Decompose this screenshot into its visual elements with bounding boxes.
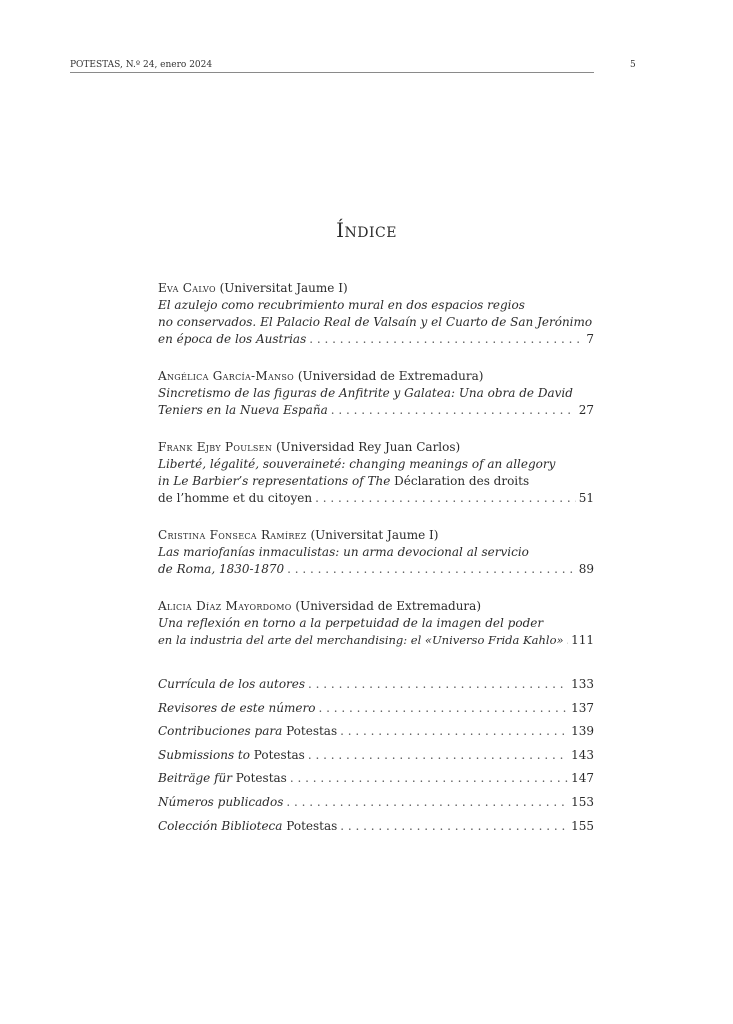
page-number: 5 <box>630 60 636 70</box>
article-title-line: Sincretismo de las figuras de Anfitrite y Galatea: Una obra de David <box>158 386 573 400</box>
dot-leader <box>318 700 568 717</box>
author-affiliation: (Universidad de Extremadura) <box>291 599 481 613</box>
article-title-line: de Roma, 1830-1870 <box>158 562 285 576</box>
dot-leader <box>290 770 568 787</box>
page-title: Índice <box>336 218 397 242</box>
article-title-line: de l’homme et du citoyen <box>158 491 313 505</box>
toc-section-entry[interactable] <box>158 794 594 811</box>
article-title-roman: Déclaration des droits <box>394 474 530 488</box>
toc-entry[interactable] <box>158 439 594 507</box>
author-line <box>158 280 594 297</box>
author-affiliation: (Universidad de Extremadura) <box>294 369 484 383</box>
dot-leader <box>286 794 568 811</box>
table-of-contents <box>158 280 594 841</box>
section-title-roman: Potestas <box>235 771 287 786</box>
article-title-line: no conservados. El Palacio Real de Valsaín y el Cuarto de San Jerónimo <box>158 315 593 329</box>
page-ref: 147 <box>571 771 594 786</box>
author-line <box>158 598 594 615</box>
toc-entry[interactable] <box>158 598 594 649</box>
author-name: Frank Ejby Poulsen <box>158 440 273 454</box>
article-title-line: en época de los Austrias <box>158 332 307 346</box>
page-ref: 137 <box>571 700 594 715</box>
toc-section-entry[interactable] <box>158 676 594 693</box>
page-ref: 155 <box>571 818 594 833</box>
page-ref: 51 <box>578 491 594 505</box>
dot-leader <box>331 402 576 419</box>
article-title-last-line <box>158 632 594 649</box>
section-title: Contribuciones para <box>158 724 287 739</box>
article-title-line: Una reflexión en torno a la perpetuidad de la imagen del poder <box>158 616 544 630</box>
dot-leader <box>287 561 576 578</box>
toc-section-entry[interactable] <box>158 770 594 787</box>
author-affiliation: (Universitat Jaume I) <box>215 281 348 295</box>
article-title-last-line <box>158 490 594 507</box>
author-affiliation: (Universitat Jaume I) <box>306 528 439 542</box>
page-ref: 7 <box>586 332 594 346</box>
section-title: Colección Biblioteca <box>158 818 287 833</box>
author-name: Cristina Fonseca Ramírez <box>158 528 307 542</box>
dot-leader <box>308 747 568 764</box>
section-title-roman: Potestas <box>286 724 338 739</box>
page-ref: 27 <box>578 403 594 417</box>
page-ref: 111 <box>571 633 594 647</box>
article-title-last-line <box>158 402 594 419</box>
section-title: Revisores de este número <box>158 700 316 715</box>
author-line <box>158 368 594 385</box>
dot-leader <box>309 331 583 348</box>
author-name: Eva Calvo <box>158 281 216 295</box>
author-affiliation: (Universidad Rey Juan Carlos) <box>272 440 461 454</box>
toc-section-entry[interactable] <box>158 818 594 835</box>
author-name: Angélica García-Manso <box>158 369 294 383</box>
section-title: Currícula de los autores <box>158 677 306 691</box>
article-title-line: en la industria del arte del merchandising: el «Universo Frida Kahlo» <box>158 633 564 647</box>
toc-entry[interactable] <box>158 527 594 578</box>
toc-section-entry[interactable] <box>158 747 594 764</box>
article-title-line: Teniers en la Nueva España <box>158 403 328 417</box>
section-title: Submissions to <box>158 747 254 762</box>
section-title: Números publicados <box>158 794 284 809</box>
dot-leader <box>315 490 576 507</box>
toc-section-entry[interactable] <box>158 700 594 717</box>
toc-section-entry[interactable] <box>158 723 594 740</box>
author-name: Alicia Díaz Mayordomo <box>158 599 292 613</box>
article-title-last-line <box>158 561 594 578</box>
back-matter-list <box>158 676 594 835</box>
section-title-roman: Potestas <box>286 818 338 833</box>
author-line <box>158 527 594 544</box>
header-rule <box>70 72 594 73</box>
article-title-line <box>158 473 594 490</box>
article-title-line: Las mariofanías inmaculistas: un arma devocional al servicio <box>158 545 529 559</box>
article-title-line: El azulejo como recubrimiento mural en dos espacios regios <box>158 298 525 312</box>
running-header <box>70 59 636 71</box>
page-ref: 139 <box>571 724 594 739</box>
author-line <box>158 439 594 456</box>
dot-leader <box>340 723 568 740</box>
dot-leader <box>308 676 568 693</box>
page-ref: 143 <box>571 747 594 762</box>
dot-leader <box>340 818 568 835</box>
page-ref: 153 <box>571 794 594 809</box>
section-title-roman: Potestas <box>253 747 305 762</box>
section-title: Beiträge für <box>158 771 236 786</box>
dot-leader <box>567 632 569 649</box>
article-title-line: Liberté, légalité, souveraineté: changing meanings of an allegory <box>158 457 556 471</box>
running-title: POTESTAS, N.º 24, enero 2024 <box>70 60 213 70</box>
page-ref: 89 <box>578 562 594 576</box>
toc-entry[interactable] <box>158 368 594 419</box>
article-title-last-line <box>158 331 594 348</box>
page-ref: 133 <box>571 677 594 691</box>
toc-entry[interactable] <box>158 280 594 348</box>
article-title-italic: in Le Barbier’s representations of The <box>158 474 395 488</box>
